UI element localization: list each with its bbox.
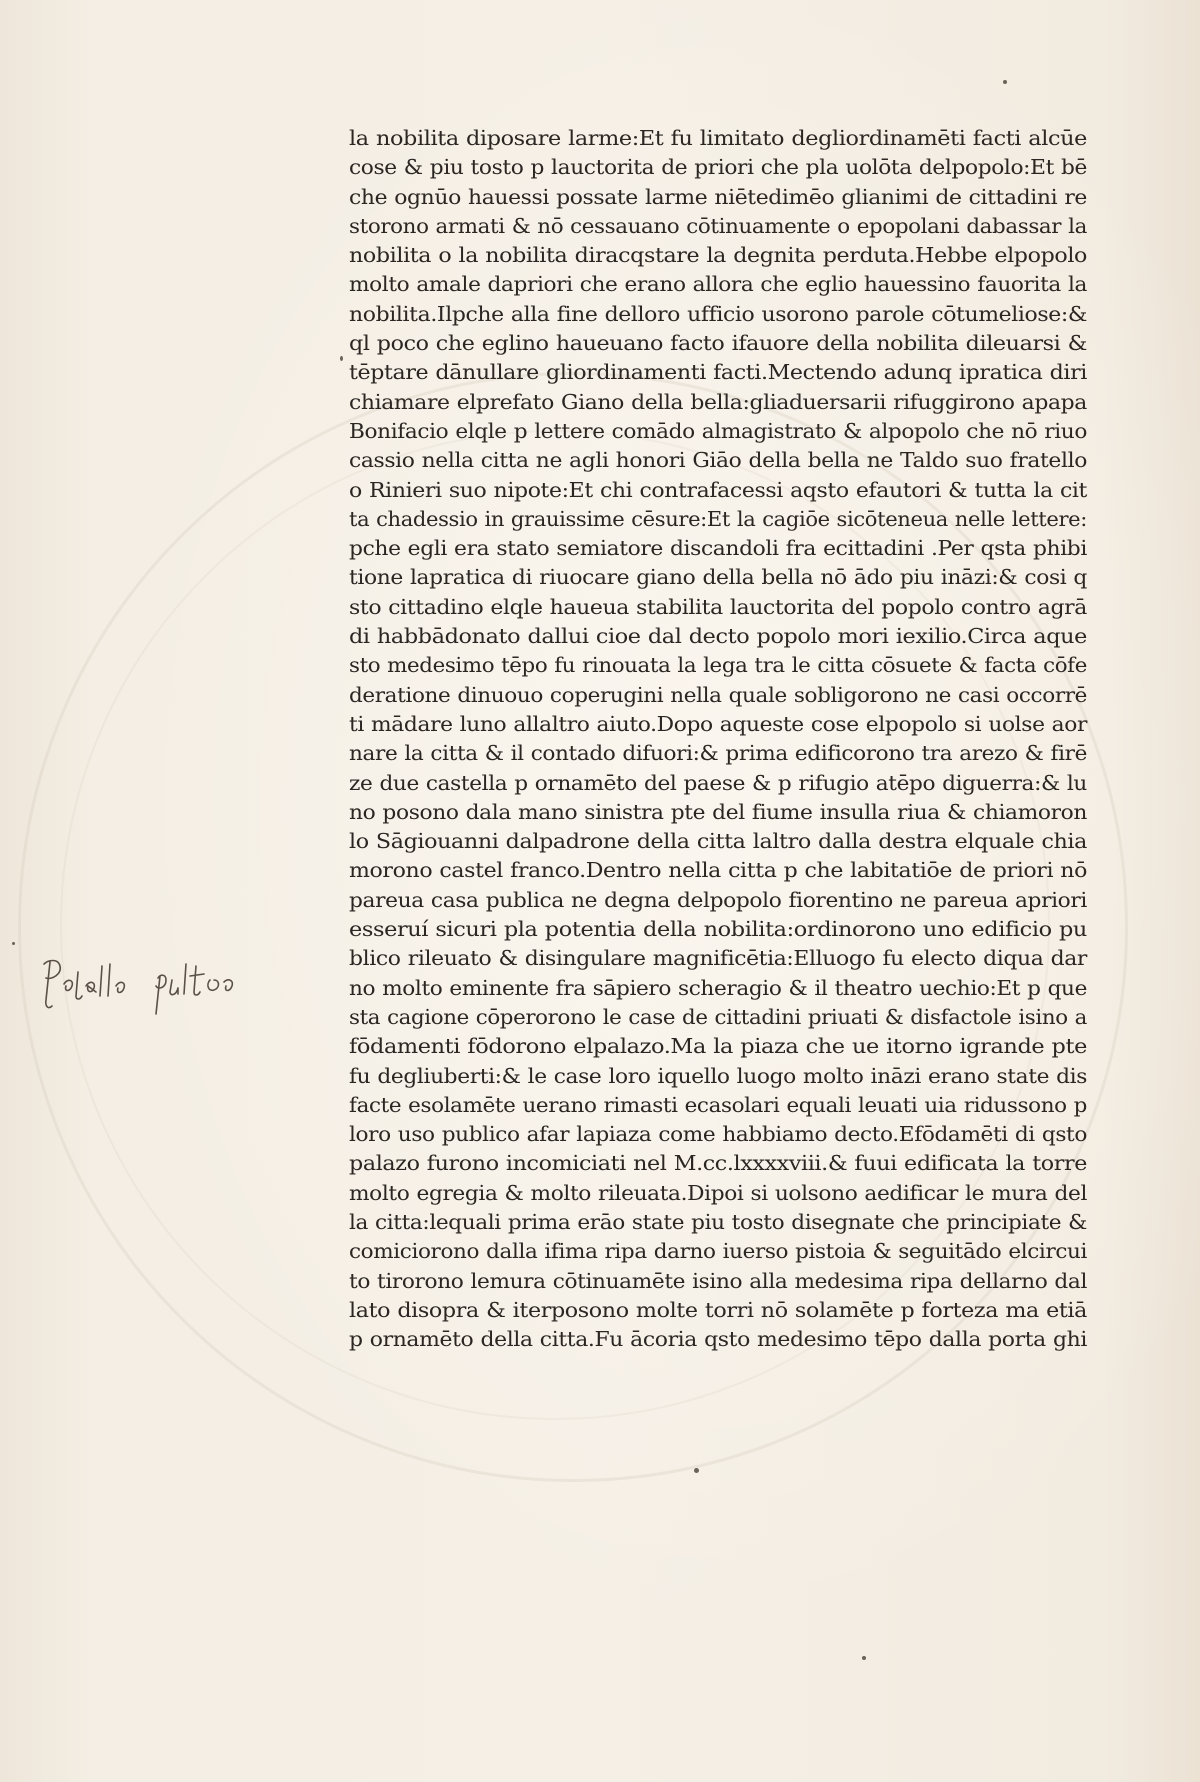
text-line: la citta:lequali prima erāo state piu tosto disegnate che principiate & xyxy=(349,1209,1088,1234)
paper-speck xyxy=(694,1468,699,1473)
text-line: fu degliuberti:& le case loro iquello luogo molto ināzi erano state dis xyxy=(349,1063,1088,1088)
text-line: storono armati & nō cessauano cōtinuamente o epopolani dabassar la xyxy=(349,213,1087,238)
text-line: comiciorono dalla ifima ripa darno iuerso pistoia & seguitādo elcircui xyxy=(349,1239,1088,1264)
text-line: lo Sāgiouanni dalpadrone della citta laltro dalla destra elquale chia xyxy=(349,829,1087,854)
text-line: o Rinieri suo nipote:Et chi contrafacessi aqsto efautori & tutta la cit xyxy=(349,477,1088,502)
text-line: nobilita o la nobilita diracqstare la degnita perduta.Hebbe elpopolo xyxy=(349,243,1088,268)
text-line: nobilita.Ilpche alla fine delloro ufficio usorono parole cōtumeliose:& xyxy=(349,301,1088,326)
text-line: no posono dala mano sinistra pte del fiume insulla riua & chiamoron xyxy=(349,799,1087,824)
printed-text-block xyxy=(349,124,1089,1354)
text-line: no molto eminente fra sāpiero scheragio & il theatro uechio:Et p que xyxy=(349,975,1087,1000)
text-line: tione lapratica di riuocare giano della bella nō ādo piu ināzi:& cosi q xyxy=(349,565,1087,590)
text-line: morono castel franco.Dentro nella citta p che labitatiōe de priori nō xyxy=(349,858,1088,883)
paper-speck xyxy=(12,942,15,945)
text-line: che ognūo hauessi possate larme niētedimēo glianimi de cittadini re xyxy=(349,184,1087,209)
text-line: cassio nella citta ne agli honori Giāo della bella ne Taldo suo fratello xyxy=(349,448,1087,473)
handwritten-marginal-note xyxy=(38,952,278,1022)
paper-speck xyxy=(1003,80,1007,84)
text-line: pareua casa publica ne degna delpopolo fiorentino ne pareua apriori xyxy=(349,887,1087,912)
text-line: cose & piu tosto p lauctorita de priori che pla uolōta delpopolo:Et bē xyxy=(349,155,1088,180)
text-line: loro uso publico afar lapiaza come habbiamo decto.Efōdamēti di qsto xyxy=(349,1122,1088,1147)
text-line: lato disopra & iterposono molte torri nō solamēte p forteza ma etiā xyxy=(349,1297,1087,1322)
text-line: molto egregia & molto rileuata.Dipoi si uolsono aedificar le mura del xyxy=(349,1180,1088,1205)
text-line: tēptare dānullare gliordinamenti facti.Mectendo adunq ipratica diri xyxy=(349,360,1087,385)
text-line: ti mādare luno allaltro aiuto.Dopo aqueste cose elpopolo si uolse aor xyxy=(349,711,1088,736)
text-line: molto amale dapriori che erano allora che eglio hauessino fauorita la xyxy=(349,272,1088,297)
text-line: p ornamēto della citta.Fu ācoria qsto medesimo tēpo dalla porta ghi xyxy=(349,1327,1087,1352)
text-line: di habbādonato dallui cioe dal decto popolo mori iexilio.Circa aque xyxy=(349,624,1088,649)
text-line: sto medesimo tēpo fu rinouata la lega tra le citta cōsuete & facta cōfe xyxy=(349,653,1087,678)
paper-speck xyxy=(340,356,343,361)
text-line: deratione dinuouo coperugini nella quale sobligorono ne casi occorrē xyxy=(349,682,1088,707)
text-line: to tirorono lemura cōtinuamēte isino alla medesima ripa dellarno dal xyxy=(349,1268,1087,1293)
text-line: fōdamenti fōdorono elpalazo.Ma la piaza che ue itorno igrande pte xyxy=(349,1034,1088,1059)
text-line: chiamare elprefato Giano della bella:gliaduersarii rifuggirono apapa xyxy=(349,389,1087,414)
paper-speck xyxy=(862,1656,866,1660)
text-line: pche egli era stato semiatore discandoli fra ecittadini .Per qsta phibi xyxy=(349,536,1087,561)
text-line: palazo furono incomiciati nel M.cc.lxxxxviii.& fuui edificata la torre xyxy=(349,1151,1088,1176)
text-line: facte esolamēte uerano rimasti ecasolari equali leuati uia ridussono p xyxy=(349,1092,1088,1117)
text-line: la nobilita diposare larme:Et fu limitato degliordinamēti facti alcūe xyxy=(349,126,1087,150)
text-line: ql poco che eglino haueuano facto ifauore della nobilita dileuarsi & xyxy=(349,331,1087,356)
text-line: Bonifacio elqle p lettere comādo almagistrato & alpopolo che nō riuo xyxy=(349,418,1088,443)
text-line: ta chadessio in grauissime cēsure:Et la cagiōe sicōteneua nelle lettere: xyxy=(349,506,1088,531)
text-line: sto cittadino elqle haueua stabilita lauctorita del popolo contro agrā xyxy=(349,594,1087,619)
text-line: blico rileuato & disingulare magnificētia:Elluogo fu electo diqua dar xyxy=(349,946,1087,971)
text-line: esseruí sicuri pla potentia della nobilita:ordinorono uno edificio pu xyxy=(349,917,1087,942)
text-line: ze due castella p ornamēto del paese & p rifugio atēpo diguerra:& lu xyxy=(349,770,1087,795)
text-line: nare la citta & il contado difuori:& prima edificorono tra arezo & firē xyxy=(349,741,1088,766)
text-line: sta cagione cōperorono le case de cittadini priuati & disfactole isino a xyxy=(349,1004,1087,1029)
